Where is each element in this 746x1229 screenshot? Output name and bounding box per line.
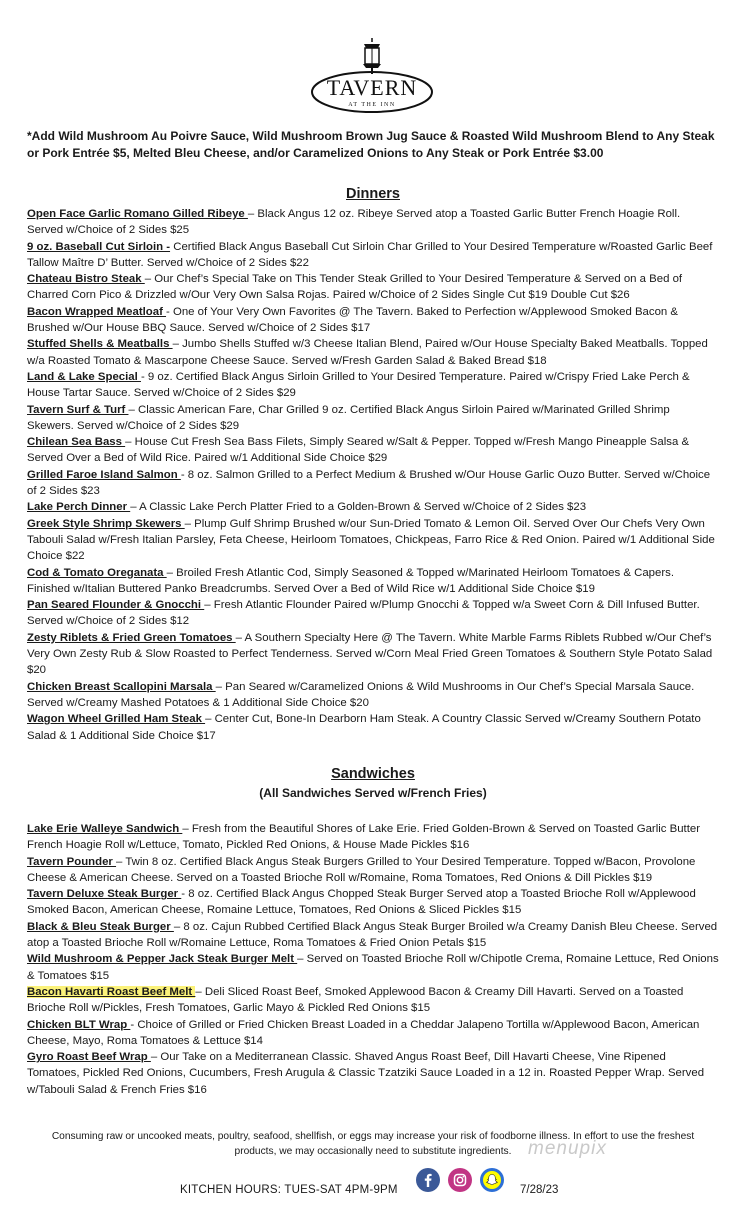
dinners-list	[27, 206, 719, 744]
menu-item	[27, 402, 719, 435]
menu-item-description: – Black Angus 12 oz. Ribeye Served atop a Toasted Garlic Butter French Hoagie Roll. Served w/Choice of 2 Sides $25	[27, 208, 681, 237]
menu-item	[27, 369, 719, 402]
menu-item-name: Wild Mushroom & Pepper Jack Steak Burger Melt	[27, 953, 298, 966]
menu-item	[27, 499, 719, 515]
menu-item-description: – Twin 8 oz. Certified Black Angus Steak Burgers Grilled to Your Desired Temperature. Topped w/Bacon, Provolone Cheese & American Cheese. Served on a Toasted Brioche Roll w/Romaine, Roma Tomatoes, Red Onions & Dill Pickles $19	[27, 855, 696, 884]
disclaimer: Consuming raw or uncooked meats, poultry, seafood, shellfish, or eggs may increase your risk of foodborne illness. In effort to use the freshest products, we may occasionally need to substitute ingredients.	[51, 1131, 695, 1157]
menu-item-name: Chicken Breast Scallopini Marsala	[27, 680, 216, 693]
menu-item	[27, 467, 719, 500]
menu-item-name: Bacon Wrapped Meatloaf	[27, 305, 167, 318]
menu-item-description: – House Cut Fresh Sea Bass Filets, Simply Seared w/Salt & Pepper. Topped w/Fresh Mango Pineapple Salsa & Served Over a Bed of Wild Rice. Paired w/1 Additional Side Choice $29	[27, 436, 690, 465]
menu-item-name: Black & Bleu Steak Burger	[27, 920, 174, 933]
menu-item-name: Chilean Sea Bass	[27, 436, 126, 449]
menu-item-name: Open Face Garlic Romano Gilled Ribeye	[27, 208, 248, 220]
logo-name: TAVERN	[326, 75, 418, 100]
menu-item-name: Land & Lake Special	[27, 370, 141, 383]
menu-item-name: Lake Perch Dinner	[27, 501, 131, 514]
menu-item-description: – Our Take on a Mediterranean Classic. Shaved Angus Roast Beef, Dill Havarti Cheese, Vine Ripened Tomatoes, Pickled Red Onions, Cucumbers, Fresh Arugula & Classic Tzatziki Sauce Loaded in a 12 in. Roasted Pepper Wrap. Served w/Tabouli Salad & French Fries $16	[27, 1051, 705, 1096]
menu-item-description: - 9 oz. Certified Black Angus Sirloin Grilled to Your Desired Temperature. Paired w/Crispy Fried Lake Perch & House Tartar Sauce. Served w/Choice of 2 Sides $29	[27, 370, 690, 400]
menu-item	[27, 886, 719, 919]
menu-item-name: Tavern Deluxe Steak Burger	[27, 888, 182, 901]
menu-item-name: 9 oz. Baseball Cut Sirloin -	[27, 240, 171, 253]
menu-item-description: – Deli Sliced Roast Beef, Smoked Applewood Bacon & Creamy Dill Havarti. Served on a Toasted Brioche Roll w/Pickles, Fresh Tomatoes, Garlic Mayo & Pickled Red Onions $15	[27, 985, 684, 1015]
menu-item	[27, 304, 719, 337]
menu-item	[27, 434, 719, 467]
menu-item	[27, 1017, 719, 1050]
menu-item	[27, 239, 719, 272]
sandwiches-subtitle: (All Sandwiches Served w/French Fries)	[259, 786, 487, 800]
menu-item-description: – Classic American Fare, Char Grilled 9 oz. Certified Black Angus Sirloin Paired w/Marinated Grilled Shrimp Skewers. Served w/Choice of 2 Sides $29	[27, 403, 670, 432]
menu-item	[27, 565, 719, 598]
menu-item-name: Lake Erie Walleye Sandwich	[27, 823, 183, 835]
menu-item-description: – Our Chef’s Special Take on This Tender Steak Grilled to Your Desired Temperature & Served on a Bed of Charred Corn Pico & Drizzled w/Our Very Own Salsa Rojas. Paired w/Choice of 2 Sides Single Cut $19 Double Cut $26	[27, 273, 683, 302]
menu-item-description: – A Classic Lake Perch Platter Fried to a Golden-Brown & Served w/Choice of 2 Sides $23	[130, 501, 587, 514]
menu-item	[27, 919, 719, 952]
menu-item-name: Greek Style Shrimp Skewers	[27, 517, 185, 530]
menu-item-name: Zesty Riblets & Fried Green Tomatoes	[27, 631, 236, 644]
menu-item-description: – Fresh Atlantic Flounder Paired w/Plump Gnocchi & Topped w/a Sweet Corn & Dill Infused Butter. Served w/Choice of 2 Sides $12	[27, 599, 700, 628]
menu-item-name: Pan Seared Flounder & Gnocchi	[27, 599, 205, 612]
menu-item	[27, 854, 719, 887]
menu-item	[27, 1049, 719, 1098]
dinners-title: Dinners	[346, 186, 400, 202]
menu-item	[27, 597, 719, 630]
sandwiches-title: Sandwiches	[331, 766, 415, 782]
menu-item-name: Chateau Bistro Steak	[27, 273, 145, 286]
menu-item-description: – A Southern Specialty Here @ The Tavern. White Marble Farms Riblets Rubbed w/Our Chef’s Very Own Zesty Rub & Slow Roasted to Perfect Tenderness. Served w/Corn Meal Fried Green Tomatoes & Southern Style Potato Salad $20	[27, 631, 713, 677]
addon-note: *Add Wild Mushroom Au Poivre Sauce, Wild Mushroom Brown Jug Sauce & Roasted Wild Mushroom Blend to Any Steak or Pork Entrée $5, Melted Bleu Cheese, and/or Caramelized Onions to Any Steak or Pork Entrée $3.00	[27, 129, 715, 160]
menu-item	[27, 516, 719, 565]
menu-item-description: – Center Cut, Bone-In Dearborn Ham Steak. A Country Classic Served w/Creamy Southern Potato Salad & 1 Additional Side Choice $17	[27, 713, 701, 742]
menu-item	[27, 821, 719, 854]
menu-item-description: – Broiled Fresh Atlantic Cod, Simply Seasoned & Topped w/Marinated Heirloom Tomatoes & Capers. Finished w/Italian Buttered Panko Breadcrumbs. Served Over a Bed of Wild Rice w/1 Additional Side Choice $19	[27, 566, 675, 595]
menu-date: 7/28/23	[520, 1184, 559, 1196]
instagram-icon[interactable]	[448, 1168, 472, 1192]
menu-item-description: - 8 oz. Salmon Grilled to a Perfect Medium & Brushed w/Our House Garlic Ouzo Butter. Served w/Choice of 2 Sides $23	[27, 468, 711, 498]
menu-item-description: – Served on Toasted Brioche Roll w/Chipotle Crema, Romaine Lettuce, Red Onions & Tomatoes $15	[27, 953, 719, 982]
menu-item-description: – Jumbo Shells Stuffed w/3 Cheese Italian Blend, Paired w/Our House Specialty Baked Meatballs. Topped w/a Roasted Tomato & Mascarpone Cheese Sauce. Served w/Fresh Garden Salad & Baked Bread $18	[27, 338, 708, 367]
menu-item	[27, 336, 719, 369]
facebook-icon[interactable]	[416, 1168, 440, 1192]
menu-item-name: Gyro Roast Beef Wrap	[27, 1051, 151, 1064]
menu-item	[27, 951, 719, 984]
menu-item-description: Certified Black Angus Baseball Cut Sirloin Char Grilled to Your Desired Temperature w/Roasted Garlic Beef Tallow Maître D’ Butter. Served w/Choice of 2 Sides $22	[27, 240, 713, 269]
menu-item	[27, 711, 719, 744]
lantern-logo-icon	[308, 36, 436, 116]
menu-item-description: – Plump Gulf Shrimp Brushed w/our Sun-Dried Tomato & Lemon Oil. Served Over Our Chefs Very Own Tabouli Salad w/Fresh Italian Parsley, Feta Cheese, Heirloom Tomatoes, Chickpeas, Farro Rice & Red Onion. Paired w/1 Additional Side Choice $22	[27, 517, 715, 563]
menu-item-name: Stuffed Shells & Meatballs	[27, 338, 173, 351]
menu-item-description: – Pan Seared w/Caramelized Onions & Wild Mushrooms in Our Chef’s Special Marsala Sauce. Served w/Creamy Mashed Potatoes & 1 Additional Side Choice $20	[27, 680, 695, 709]
menu-item-name: Bacon Havarti Roast Beef Melt	[27, 985, 196, 998]
sandwiches-list	[27, 821, 719, 1098]
menu-item	[27, 630, 719, 679]
tavern-logo	[308, 36, 436, 116]
menu-item	[27, 984, 719, 1017]
watermark: menupix	[528, 1138, 607, 1159]
menu-item	[27, 206, 719, 239]
snapchat-icon[interactable]	[480, 1168, 504, 1192]
kitchen-hours: KITCHEN HOURS: TUES-SAT 4PM-9PM	[180, 1184, 398, 1196]
menu-item-name: Tavern Pounder	[27, 855, 117, 868]
menu-item-name: Chicken BLT Wrap	[27, 1018, 131, 1031]
menu-item-description: – Fresh from the Beautiful Shores of Lake Erie. Fried Golden-Brown & Served on Toasted Garlic Butter French Hoagie Roll w/Lettuce, Tomato, Pickled Red Onions, & House Made Pickles $16	[27, 823, 701, 852]
menu-item-name: Tavern Surf & Turf	[27, 403, 129, 416]
menu-item-description: - Choice of Grilled or Fried Chicken Breast Loaded in a Cheddar Jalapeno Tortilla w/Applewood Bacon, American Cheese, Mayo, Roma Tomatoes & Lettuce $14	[27, 1018, 700, 1047]
menu-item	[27, 679, 719, 712]
menu-item-name: Cod & Tomato Oreganata	[27, 566, 167, 579]
menu-item-description: - 8 oz. Certified Black Angus Chopped Steak Burger Served atop a Toasted Brioche Roll w/Applewood Smoked Bacon, American Cheese, Romaine Lettuce, Tomatoes, Red Onions & Sliced Pickles $15	[27, 888, 696, 917]
menu-item-name: Wagon Wheel Grilled Ham Steak	[27, 713, 206, 726]
menu-item	[27, 271, 719, 304]
menu-item-name: Grilled Faroe Island Salmon	[27, 468, 181, 481]
menu-item-description: - One of Your Very Own Favorites @ The Tavern. Baked to Perfection w/Applewood Smoked Bacon & Brushed w/Our House BBQ Sauce. Served w/Choice of 2 Sides $17	[27, 305, 679, 335]
logo-sub: AT THE INN	[348, 102, 396, 108]
menu-item-description: – 8 oz. Cajun Rubbed Certified Black Angus Steak Burger Broiled w/a Creamy Danish Bleu Cheese. Served atop a Toasted Brioche Roll w/Romaine Lettuce, Roma Tomatoes & Fried Onion Petals $15	[27, 920, 718, 950]
